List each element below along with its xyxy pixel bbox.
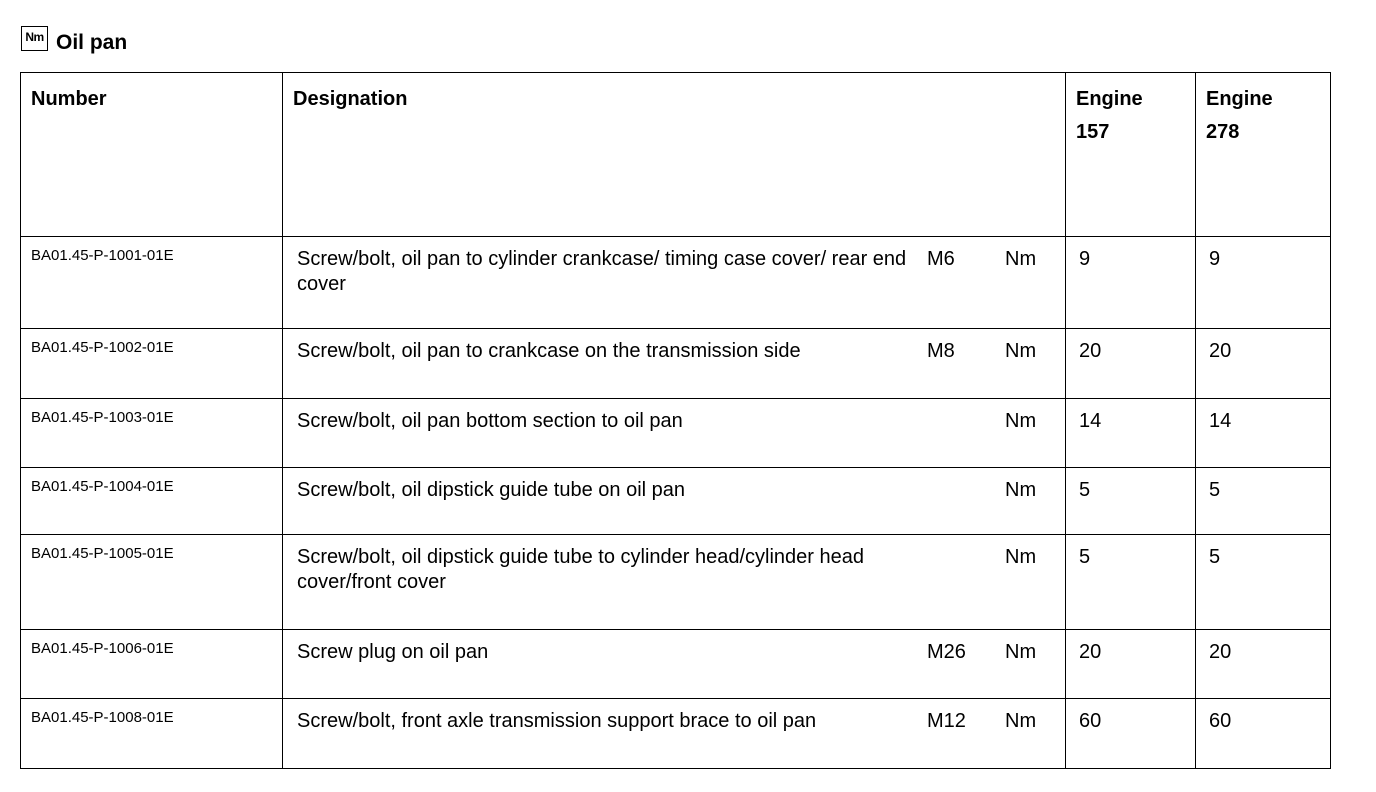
row-thread-size: M6 [927, 248, 955, 270]
row-unit: Nm [1005, 710, 1037, 732]
row-number: BA01.45-P-1004-01E [21, 468, 283, 535]
row-unit: Nm [1005, 641, 1037, 663]
table-row [21, 399, 1331, 468]
row-engine-157-value: 14 [1066, 399, 1196, 468]
row-engine-157-value: 20 [1066, 630, 1196, 699]
page-title: Oil pan [56, 31, 128, 54]
torque-nm-icon: Nm [21, 26, 48, 51]
row-engine-278-value: 14 [1196, 399, 1331, 468]
row-engine-278-value: 5 [1196, 535, 1331, 630]
column-header-number: Number [21, 73, 283, 237]
row-thread-size [927, 478, 1005, 503]
row-designation-cell [283, 399, 1066, 468]
row-thread-size [927, 545, 1005, 595]
row-number: BA01.45-P-1003-01E [21, 399, 283, 468]
row-engine-278-value: 5 [1196, 468, 1331, 535]
row-engine-278-value: 60 [1196, 699, 1331, 769]
column-header-engine-157: Engine 157 [1066, 73, 1196, 237]
row-thread-size: M26 [927, 641, 966, 663]
row-number: BA01.45-P-1002-01E [21, 329, 283, 399]
row-designation: Screw/bolt, oil dipstick guide tube on oil pan [297, 479, 686, 501]
row-designation-cell [283, 699, 1066, 769]
row-thread-size [927, 409, 1005, 434]
section-heading [21, 26, 127, 56]
row-number: BA01.45-P-1001-01E [21, 237, 283, 329]
row-designation-cell [283, 535, 1066, 630]
row-designation: Screw/bolt, oil pan to cylinder crankcase/ timing case cover/ rear end cover [297, 248, 907, 295]
column-header-engine-278: Engine 278 [1196, 73, 1331, 237]
row-unit: Nm [1005, 546, 1037, 568]
row-designation-cell [283, 329, 1066, 399]
torque-spec-table [20, 72, 1331, 769]
row-engine-157-value: 60 [1066, 699, 1196, 769]
row-unit: Nm [1005, 248, 1037, 270]
table-header-row [21, 73, 1331, 237]
table-row [21, 535, 1331, 630]
row-engine-278-value: 9 [1196, 237, 1331, 329]
row-number: BA01.45-P-1005-01E [21, 535, 283, 630]
row-engine-157-value: 5 [1066, 468, 1196, 535]
row-designation: Screw/bolt, oil pan bottom section to oil pan [297, 410, 683, 432]
row-designation: Screw plug on oil pan [297, 641, 489, 663]
row-designation-cell [283, 237, 1066, 329]
table-row [21, 630, 1331, 699]
row-engine-157-value: 5 [1066, 535, 1196, 630]
row-unit: Nm [1005, 340, 1037, 362]
column-header-designation: Designation [283, 73, 1066, 237]
row-unit: Nm [1005, 479, 1037, 501]
table-row [21, 237, 1331, 329]
row-designation-cell [283, 630, 1066, 699]
row-engine-157-value: 20 [1066, 329, 1196, 399]
row-designation-cell [283, 468, 1066, 535]
row-number: BA01.45-P-1006-01E [21, 630, 283, 699]
table-row [21, 329, 1331, 399]
row-thread-size: M8 [927, 340, 955, 362]
row-thread-size: M12 [927, 710, 966, 732]
row-unit: Nm [1005, 410, 1037, 432]
row-designation: Screw/bolt, oil dipstick guide tube to cylinder head/cylinder head cover/front cover [297, 546, 864, 593]
row-designation: Screw/bolt, oil pan to crankcase on the transmission side [297, 340, 801, 362]
row-designation: Screw/bolt, front axle transmission support brace to oil pan [297, 710, 817, 732]
row-engine-157-value: 9 [1066, 237, 1196, 329]
table-row [21, 468, 1331, 535]
row-number: BA01.45-P-1008-01E [21, 699, 283, 769]
row-engine-278-value: 20 [1196, 329, 1331, 399]
row-engine-278-value: 20 [1196, 630, 1331, 699]
table-row [21, 699, 1331, 769]
